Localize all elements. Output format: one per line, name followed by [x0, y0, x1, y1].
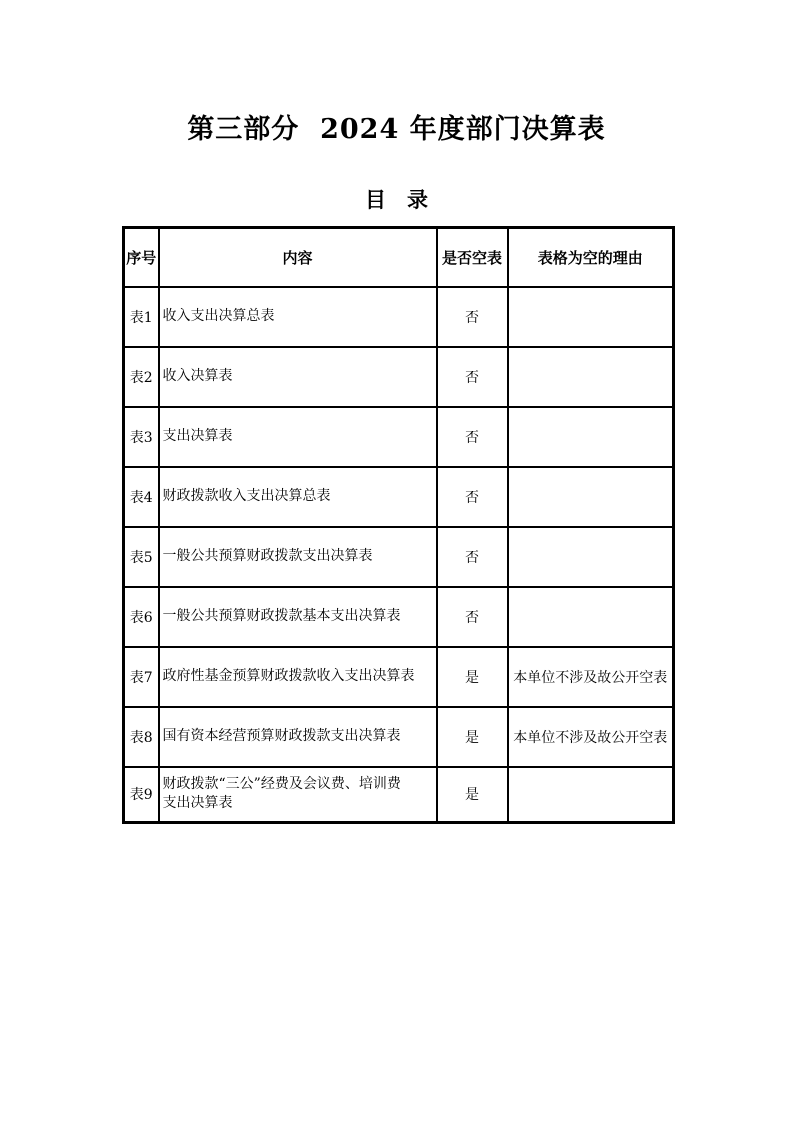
- row-serial-cell: 表4: [124, 467, 159, 527]
- row-content-cell: 政府性基金预算财政拨款收入支出决算表: [159, 647, 437, 707]
- row-is-empty-cell: 否: [437, 347, 508, 407]
- toc-table: [122, 226, 675, 824]
- header-empty-reason: 表格为空的理由: [508, 228, 674, 287]
- row-serial-cell: 表5: [124, 527, 159, 587]
- row-content-cell: 一般公共预算财政拨款基本支出决算表: [159, 587, 437, 647]
- table-row: [124, 587, 674, 647]
- row-content-cell: 财政拨款“三公”经费及会议费、培训费 支出决算表: [159, 767, 437, 823]
- row-is-empty-cell: 否: [437, 407, 508, 467]
- row-content-cell: 一般公共预算财政拨款支出决算表: [159, 527, 437, 587]
- row-content-cell: 国有资本经营预算财政拨款支出决算表: [159, 707, 437, 767]
- row-is-empty-cell: 是: [437, 767, 508, 823]
- row-reason-cell: [508, 587, 674, 647]
- row-serial-cell: 表2: [124, 347, 159, 407]
- header-is-empty: 是否空表: [437, 228, 508, 287]
- header-serial-number: 序号: [124, 228, 159, 287]
- row-reason-cell: [508, 287, 674, 347]
- row-serial-cell: 表1: [124, 287, 159, 347]
- table-row: [124, 347, 674, 407]
- row-reason-cell: 本单位不涉及故公开空表: [508, 707, 674, 767]
- row-content-cell: 财政拨款收入支出决算总表: [159, 467, 437, 527]
- table-row: [124, 707, 674, 767]
- table-row: [124, 647, 674, 707]
- row-is-empty-cell: 是: [437, 647, 508, 707]
- table-row: [124, 767, 674, 823]
- toc-header-row: [124, 228, 674, 287]
- toc-heading: 目 录: [365, 187, 428, 212]
- row-reason-cell: [508, 347, 674, 407]
- row-is-empty-cell: 否: [437, 287, 508, 347]
- table-row: [124, 467, 674, 527]
- row-is-empty-cell: 否: [437, 527, 508, 587]
- row-content-cell: 支出决算表: [159, 407, 437, 467]
- row-is-empty-cell: 否: [437, 467, 508, 527]
- row-is-empty-cell: 是: [437, 707, 508, 767]
- table-row: [124, 287, 674, 347]
- row-is-empty-cell: 否: [437, 587, 508, 647]
- row-content-cell: 收入决算表: [159, 347, 437, 407]
- row-reason-cell: [508, 527, 674, 587]
- row-reason-cell: 本单位不涉及故公开空表: [508, 647, 674, 707]
- header-content: 内容: [159, 228, 437, 287]
- row-serial-cell: 表9: [124, 767, 159, 823]
- row-serial-cell: 表6: [124, 587, 159, 647]
- row-reason-cell: [508, 767, 674, 823]
- row-content-cell: 收入支出决算总表: [159, 287, 437, 347]
- table-row: [124, 407, 674, 467]
- row-serial-cell: 表3: [124, 407, 159, 467]
- row-serial-cell: 表8: [124, 707, 159, 767]
- document-title: 第三部分 2024 年度部门决算表: [187, 114, 606, 145]
- row-reason-cell: [508, 407, 674, 467]
- table-row: [124, 527, 674, 587]
- row-serial-cell: 表7: [124, 647, 159, 707]
- row-reason-cell: [508, 467, 674, 527]
